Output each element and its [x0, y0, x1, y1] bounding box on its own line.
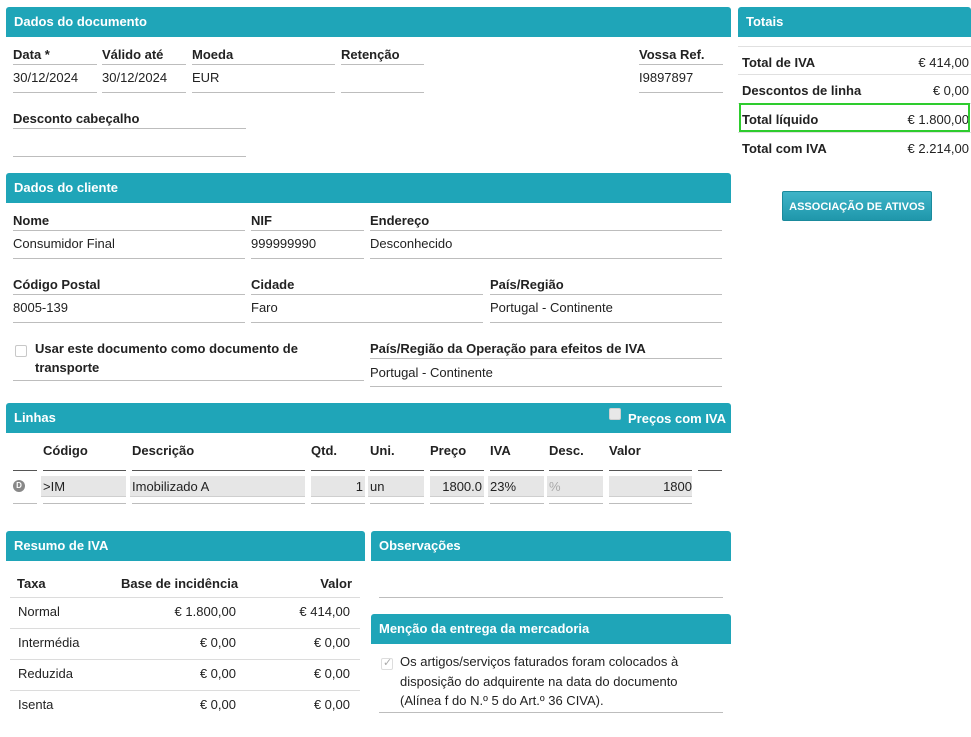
delivery-header: Menção da entrega da mercadoria	[371, 614, 731, 644]
cidade-field[interactable]: Faro	[251, 294, 483, 323]
precos-iva-checkbox[interactable]	[609, 408, 621, 420]
vat-row: Normal € 1.800,00 € 414,00	[10, 598, 360, 629]
document-panel-header: Dados do documento	[6, 7, 731, 37]
data-field[interactable]: 30/12/2024	[13, 64, 97, 93]
line-type-badge[interactable]: D	[13, 480, 25, 492]
observations-header: Observações	[371, 531, 731, 561]
retencao-label: Retenção	[341, 47, 400, 62]
total-com-iva-row: Total com IVA € 2.214,00	[742, 141, 969, 156]
pais-iva-label: País/Região da Operação para efeitos de IVA	[370, 341, 646, 356]
assets-association-button[interactable]: ASSOCIAÇÃO DE ATIVOS	[782, 191, 932, 221]
endereco-field[interactable]: Desconhecido	[370, 230, 722, 259]
lines-panel-header	[6, 403, 731, 433]
descontos-linha-row: Descontos de linha € 0,00	[738, 75, 971, 104]
line-qtd-input[interactable]: 1	[311, 476, 365, 497]
line-iva-input[interactable]: 23%	[488, 476, 544, 497]
nif-label: NIF	[251, 213, 272, 228]
col-descricao: Descrição	[132, 443, 195, 458]
vossa-ref-label: Vossa Ref.	[639, 47, 705, 62]
codigo-postal-label: Código Postal	[13, 277, 101, 292]
vossa-ref-field[interactable]: I9897897	[639, 64, 723, 93]
retencao-field[interactable]	[341, 64, 424, 93]
line-uni-input[interactable]: un	[368, 476, 424, 497]
vat-row: Reduzida € 0,00 € 0,00	[10, 660, 360, 691]
cidade-label: Cidade	[251, 277, 295, 292]
line-valor-input[interactable]: 1800	[609, 476, 692, 497]
vat-summary-header: Resumo de IVA	[6, 531, 365, 561]
precos-iva-label: Preços com IVA	[628, 411, 727, 426]
pais-iva-field[interactable]: Portugal - Continente	[370, 358, 722, 387]
vat-col-valor: Valor	[320, 576, 352, 591]
desconto-label: Desconto cabeçalho	[13, 111, 140, 126]
delivery-checkbox[interactable]	[381, 658, 393, 670]
col-valor: Valor	[609, 443, 641, 458]
vat-col-taxa: Taxa	[17, 576, 46, 591]
vat-col-base: Base de incidência	[121, 576, 239, 591]
delivery-text-2: disposição do adquirente na data do documento	[400, 674, 678, 689]
total-liquido-highlight	[739, 103, 970, 132]
delivery-text-3: (Alínea f do N.º 5 do Art.º 36 CIVA).	[400, 693, 604, 708]
vat-row: Intermédia € 0,00 € 0,00	[10, 629, 360, 660]
col-preco: Preço	[430, 443, 467, 458]
transport-checkbox-label-1: Usar este documento como documento de	[35, 341, 298, 356]
total-liquido-row: Total líquido € 1.800,00	[738, 104, 971, 133]
line-descricao-input[interactable]: Imobilizado A	[130, 476, 305, 497]
vat-row: Isenta € 0,00 € 0,00	[18, 697, 350, 712]
col-desc: Desc.	[549, 443, 584, 458]
nome-label: Nome	[13, 213, 50, 228]
codigo-postal-field[interactable]: 8005-139	[13, 294, 245, 323]
col-uni: Uni.	[370, 443, 395, 458]
moeda-field[interactable]: EUR	[192, 64, 335, 93]
col-iva: IVA	[490, 443, 511, 458]
lines-title: Linhas	[14, 410, 56, 425]
line-preco-input[interactable]: 1800.0	[430, 476, 484, 497]
pais-label: País/Região	[490, 277, 564, 292]
data-label: Data *	[13, 47, 50, 62]
valido-label: Válido até	[102, 47, 164, 62]
delivery-text-1: Os artigos/serviços faturados foram colocados à	[400, 654, 679, 669]
transport-checkbox-label-2: transporte	[35, 360, 100, 375]
moeda-label: Moeda	[192, 47, 234, 62]
col-codigo: Código	[43, 443, 88, 458]
line-codigo-input[interactable]: >IM	[41, 476, 126, 497]
line-desc-input[interactable]: %	[547, 476, 603, 497]
col-qtd: Qtd.	[311, 443, 337, 458]
endereco-label: Endereço	[370, 213, 430, 228]
valido-field[interactable]: 30/12/2024	[102, 64, 186, 93]
nif-field[interactable]: 999999990	[251, 230, 364, 259]
pais-field[interactable]: Portugal - Continente	[490, 294, 722, 323]
total-iva-row: Total de IVA € 414,00	[738, 46, 971, 75]
transport-checkbox[interactable]	[15, 345, 27, 357]
vat-summary-columns	[10, 567, 360, 598]
client-panel-header: Dados do cliente	[6, 173, 731, 203]
observations-field[interactable]	[379, 566, 723, 598]
nome-field[interactable]: Consumidor Final	[13, 230, 245, 259]
desconto-field[interactable]	[13, 128, 246, 157]
totals-header: Totais	[738, 7, 971, 37]
